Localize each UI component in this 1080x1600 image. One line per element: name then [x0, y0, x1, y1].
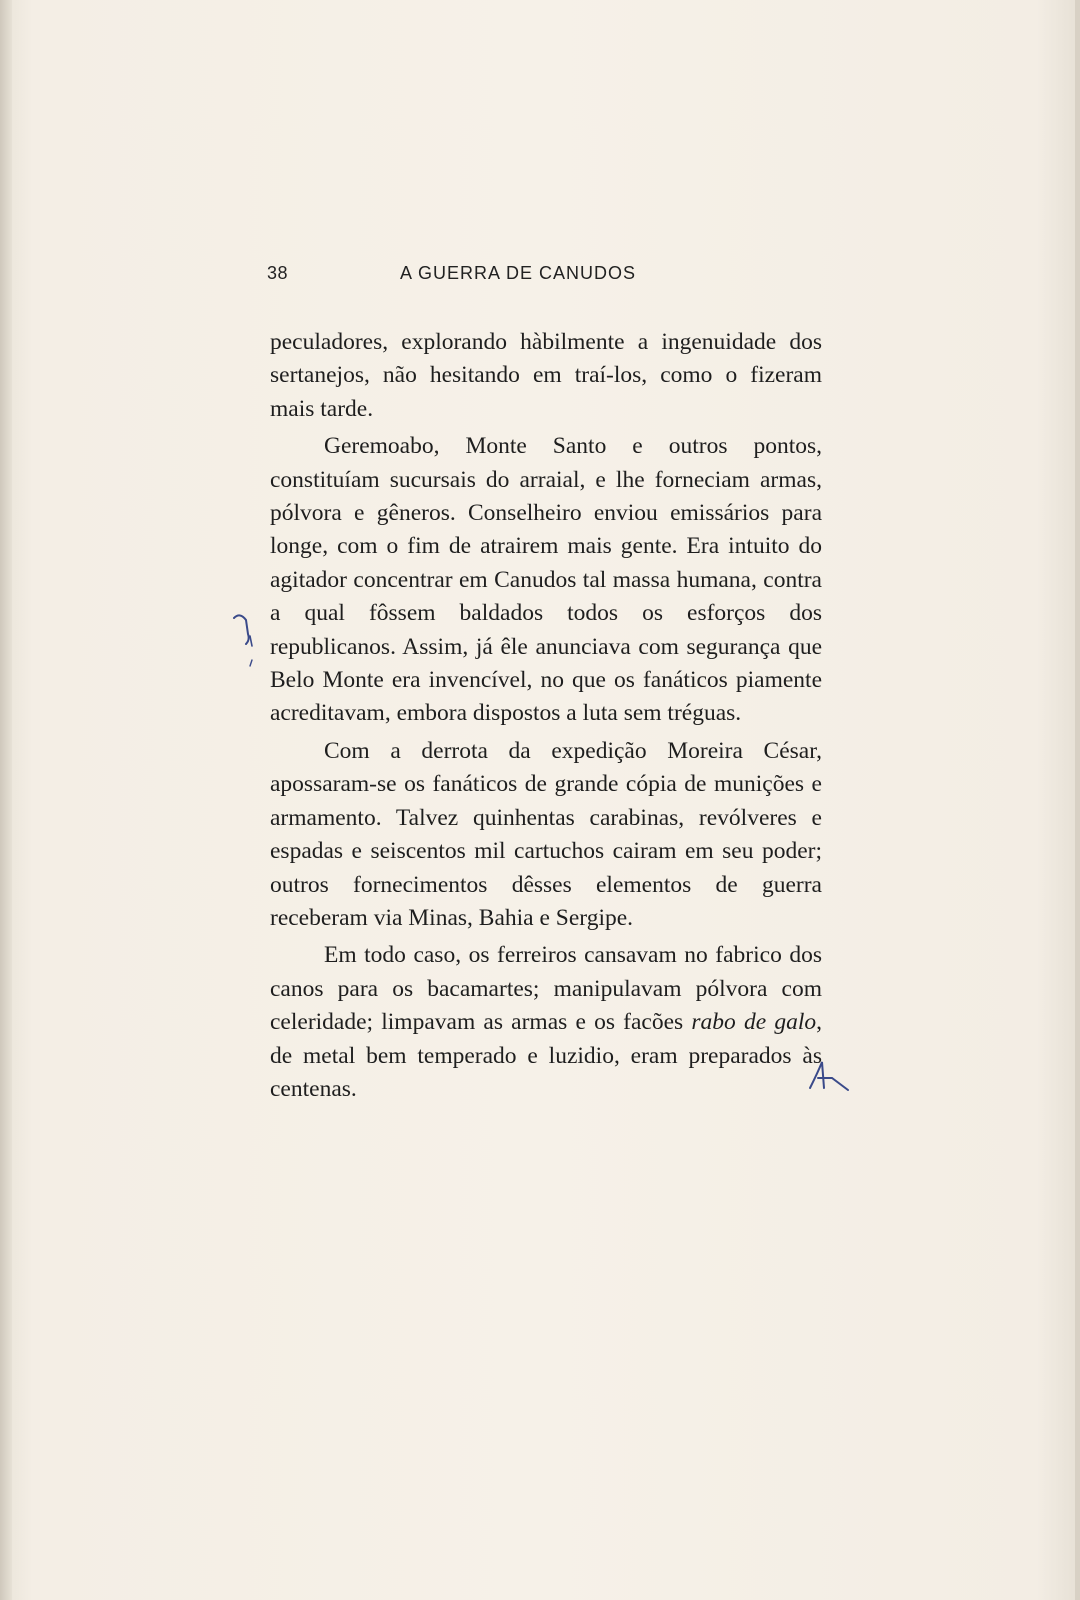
- paragraph-2: Geremoabo, Monte Santo e outros pontos, constituíam sucursais do arraial, e lhe forneciam armas, pólvora e gêneros. Conselheiro enviou emissários para longe, com o fim de atrairem mais gente. Era intuito do agitador concentrar em Canudos tal massa humana, contra a qual fôssem baldados todos os esforços dos republicanos. Assim, já êle anunciava com segurança que Belo Monte era invencível, no que os fanáticos piamente acreditavam, embora dispostos a luta sem tréguas.: [270, 433, 822, 727]
- page-number: 38: [267, 263, 289, 283]
- body-text: [270, 326, 822, 1110]
- paragraph-4-text-b: , de metal bem temperado e luzidio, eram preparados às centenas.: [270, 1009, 822, 1102]
- running-title: A GUERRA DE CANUDOS: [400, 263, 637, 283]
- paragraph-4: [270, 939, 822, 1106]
- paragraph-3: Com a derrota da expedição Moreira César, apossaram-se os fanáticos de grande cópia de munições e armamento. Talvez quinhentas carabinas, revólveres e espadas e seiscentos mil cartuchos cairam em seu poder; outros fornecimentos dêsses elementos de guerra receberam via Minas, Bahia e Sergipe.: [270, 737, 822, 931]
- page-right-edge: [1075, 0, 1080, 1600]
- running-head: [267, 263, 827, 289]
- paragraph-4-italic: rabo de galo: [691, 1009, 817, 1036]
- paragraph-4-text-a: Em todo caso, os ferreiros cansavam no fabrico dos canos para os bacamartes; manipulavam pólvora com celeridade; limpavam as armas e os facões: [270, 942, 822, 1036]
- paragraph-1: peculadores, explorando hàbilmente a ingenuidade dos sertanejos, não hesitando em traí-los, como o fizeram mais tarde.: [270, 329, 822, 422]
- page-left-edge: [0, 0, 12, 1600]
- pencil-margin-mark-icon: [228, 610, 268, 670]
- pencil-insertion-mark-icon: [808, 1058, 856, 1098]
